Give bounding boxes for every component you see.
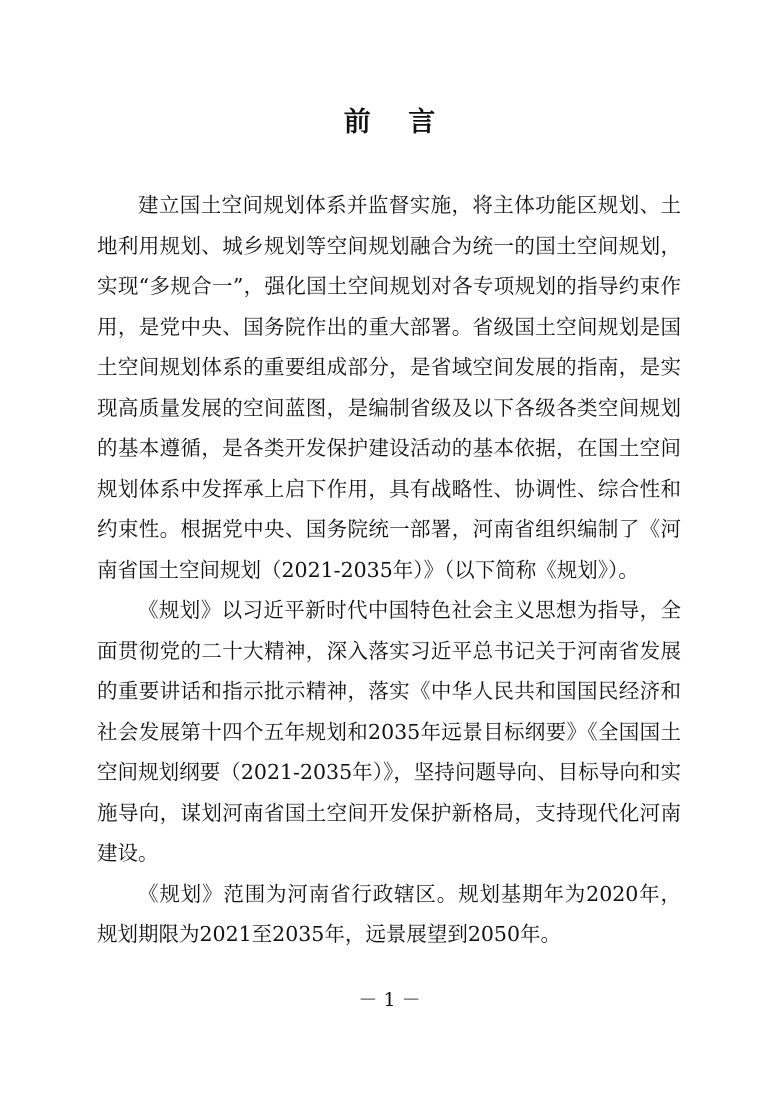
paragraph-intro: 建立国土空间规划体系并监督实施，将主体功能区规划、土地利用规划、城乡规划等空间规划融合为统一的国土空间规划，实现“多规合一”，强化国土空间规划对各专项规划的指导约束作用，是党中央、国务院作出的重大部署。省级国土空间规划是国土空间规划体系的重要组成部分，是省域空间发展的指南，是实现高质量发展的空间蓝图，是编制省级及以下各级各类空间规划的基本遵循，是各类开发保护建设活动的基本依据，在国土空间规划体系中发挥承上启下作用，具有战略性、协调性、综合性和约束性。根据党中央、国务院统一部署，河南省组织编制了《河南省国土空间规划（2021-2035年）》（以下简称《规划》）。: [97, 193, 681, 582]
page-title: 前 言: [343, 107, 450, 138]
paragraph-scope: 《规划》范围为河南省行政辖区。规划基期年为2020年，规划期限为2021至2035年，远景展望到2050年。: [97, 881, 681, 946]
document-body: [97, 185, 681, 955]
paragraph-guidance: 《规划》以习近平新时代中国特色社会主义思想为指导，全面贯彻党的二十大精神，深入落实习近平总书记关于河南省发展的重要讲话和指示批示精神，落实《中华人民共和国国民经济和社会发展第十四个五年规划和2035年远景目标纲要》《全国国土空间规划纲要（2021-2035年）》，坚持问题导向、目标导向和实施导向，谋划河南省国土空间开发保护新格局，支持现代化河南建设。: [97, 598, 681, 865]
page-number: － 1 －: [358, 989, 421, 1011]
